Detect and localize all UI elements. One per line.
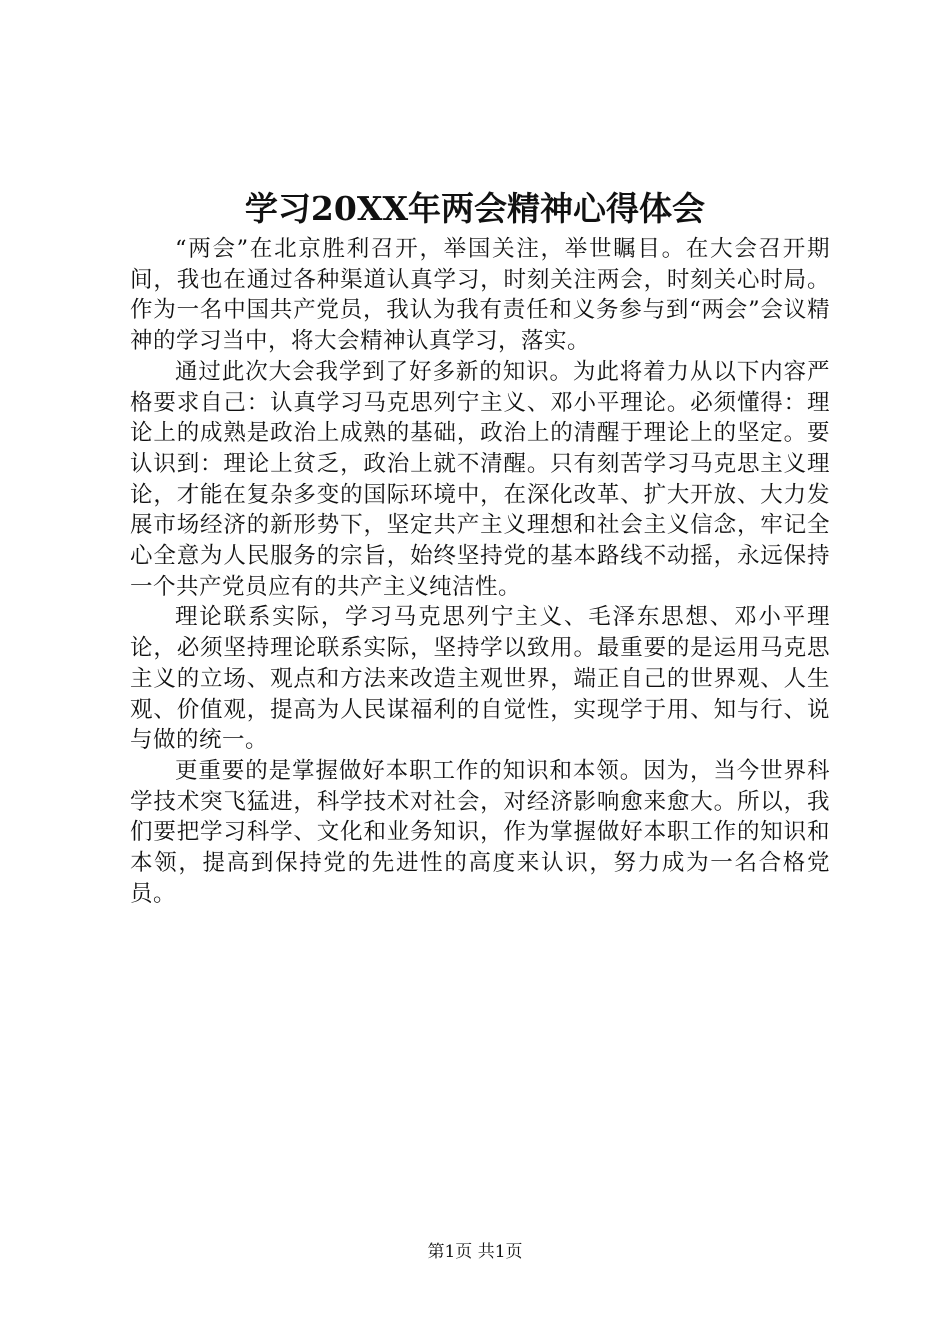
document-title: 学习20XX年两会精神心得体会	[244, 189, 706, 228]
paragraph-3: 理论联系实际，学习马克思列宁主义、毛泽东思想、邓小平理论，必须坚持理论联系实际，坚持学以致用。最重要的是运用马克思主义的立场、观点和方法来改造主观世界，端正自己的世界观、人生观、价值观，提高为人民谋福利的自觉性，实现学于用、知与行、说与做的统一。	[130, 604, 830, 754]
paragraph-4: 更重要的是掌握做好本职工作的知识和本领。因为，当今世界科学技术突飞猛进，科学技术对社会，对经济影响愈来愈大。所以，我们要把学习科学、文化和业务知识，作为掌握做好本职工作的知识和本领，提高到保持党的先进性的高度来认识，努力成为一名合格党员。	[130, 757, 830, 907]
paragraph-1: “两会”在北京胜利召开，举国关注，举世瞩目。在大会召开期间，我也在通过各种渠道认真学习，时刻关注两会，时刻关心时局。作为一名中国共产党员，我认为我有责任和义务参与到“两会”会议精神的学习当中，将大会精神认真学习，落实。	[130, 236, 830, 355]
paragraph-2: 通过此次大会我学到了好多新的知识。为此将着力从以下内容严格要求自己：认真学习马克思列宁主义、邓小平理论。必须懂得：理论上的成熟是政治上成熟的基础，政治上的清醒于理论上的坚定。要认识到：理论上贫乏，政治上就不清醒。只有刻苦学习马克思主义理论，才能在复杂多变的国际环境中，在深化改革、扩大开放、大力发展市场经济的新形势下，坚定共产主义理想和社会主义信念，牢记全心全意为人民服务的宗旨，始终坚持党的基本路线不动摇，永远保持一个共产党员应有的共产主义纯洁性。	[130, 358, 830, 600]
page-number: 第1页 共1页	[427, 1242, 523, 1262]
document-body	[130, 234, 830, 909]
